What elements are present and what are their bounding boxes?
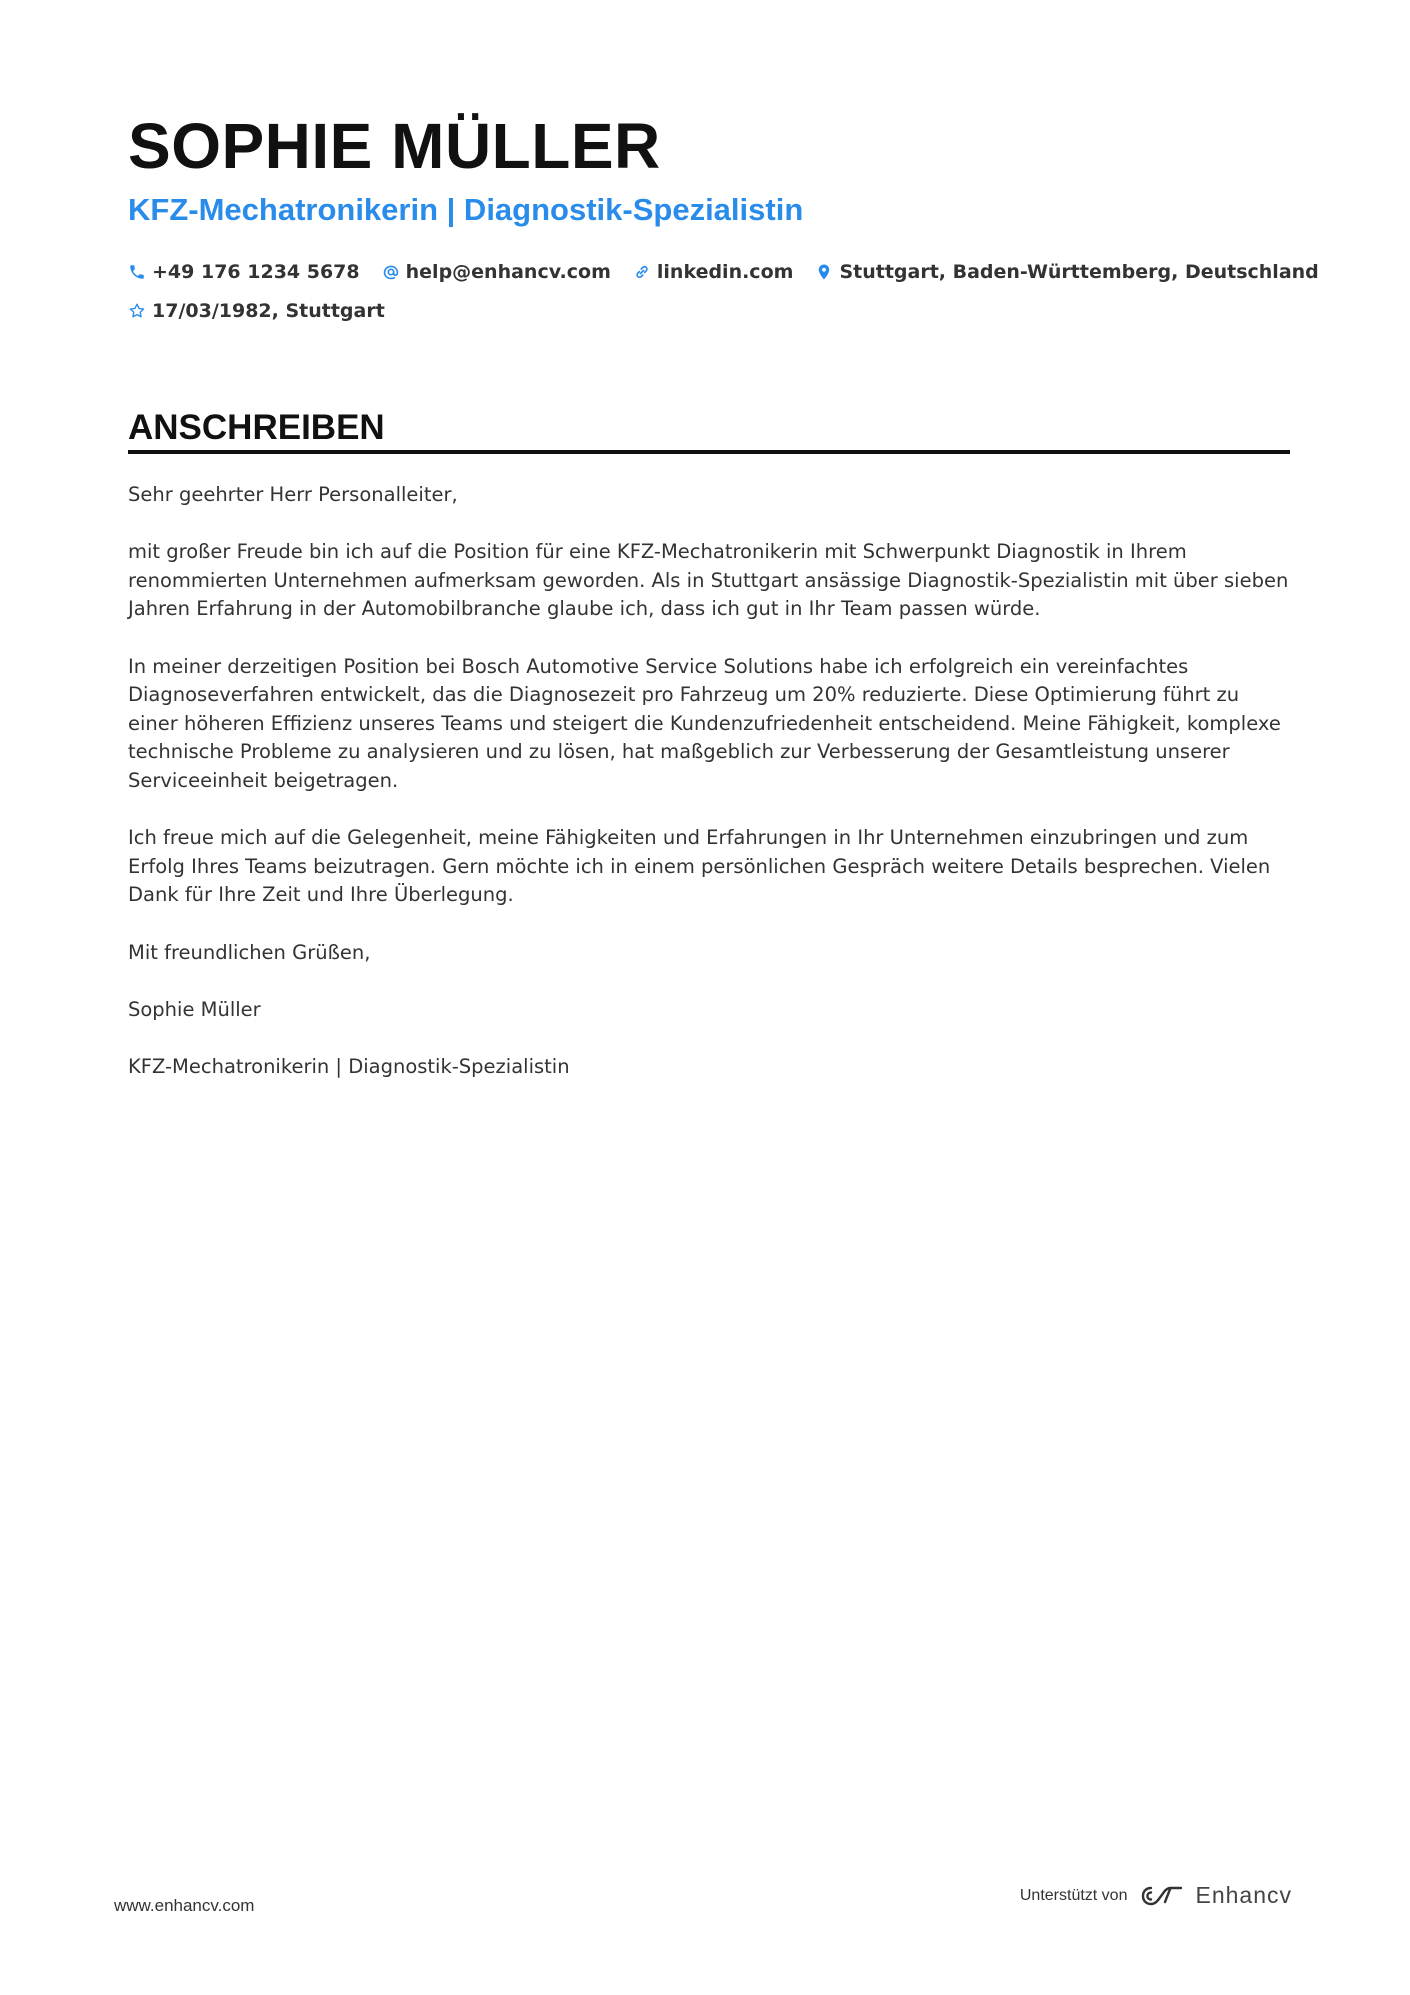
enhancv-logo-icon (1139, 1883, 1185, 1909)
birth-text: 17/03/1982, Stuttgart (152, 299, 385, 322)
phone-icon (128, 263, 146, 281)
contact-email[interactable] (382, 261, 611, 283)
candidate-headline: KFZ-Mechatronikerin | Diagnostik-Spezialistin (128, 192, 804, 227)
linkedin-text: linkedin.com (656, 260, 794, 283)
letter-paragraph: mit großer Freude bin ich auf die Position für eine KFZ-Mechatronikerin mit Schwerpunkt Diagnostik in Ihrem renommierten Unternehmen aufmerksam geworden. Als in Stuttgart ansässige Diagnostik-Spezialistin mit über sieben Jahren Erfahrung in der Automobilbranche glaube ich, dass ich gut in Ihr Team passen würde. (128, 540, 1289, 621)
star-icon (128, 302, 146, 320)
contact-row-1 (128, 252, 1319, 291)
email-text: help@enhancv.com (405, 260, 611, 283)
contact-info (128, 252, 1319, 330)
location-text: Stuttgart, Baden-Württemberg, Deutschland (839, 260, 1319, 283)
contact-phone (128, 261, 360, 283)
link-icon (633, 263, 651, 281)
signature-title: KFZ-Mechatronikerin | Diagnostik-Spezialistin (128, 1054, 570, 1078)
candidate-name: SOPHIE MÜLLER (128, 110, 661, 182)
at-icon (382, 263, 400, 281)
letter-salutation: Sehr geehrter Herr Personalleiter, (128, 483, 458, 506)
letter-closing: Mit freundlichen Grüßen, (128, 940, 371, 964)
section-title: ANSCHREIBEN (128, 408, 385, 447)
footer-website[interactable]: www.enhancv.com (114, 1896, 255, 1915)
location-pin-icon (815, 263, 833, 281)
contact-row-2 (128, 291, 1290, 330)
footer-branding (1020, 1882, 1292, 1909)
letter-paragraph: Ich freue mich auf die Gelegenheit, meine Fähigkeiten und Erfahrungen in Ihr Unternehmen einzubringen und zum Erfolg Ihres Teams beizutragen. Gern möchte ich in einem persönlichen Gespräch weitere Details besprechen. Vielen Dank für Ihre Zeit und Ihre Überlegung. (128, 826, 1271, 907)
contact-linkedin[interactable] (633, 261, 794, 283)
enhancv-brand-text: Enhancv (1195, 1882, 1292, 1908)
signature-name: Sophie Müller (128, 997, 261, 1021)
section-divider (128, 450, 1290, 454)
contact-birth (128, 300, 385, 322)
phone-text: +49 176 1234 5678 (152, 260, 360, 283)
contact-location (815, 261, 1318, 283)
letter-paragraph: In meiner derzeitigen Position bei Bosch Automotive Service Solutions habe ich erfolgreich ein vereinfachtes Diagnoseverfahren entwickelt, das die Diagnosezeit pro Fahrzeug um 20% reduzierte. Diese Optimierung führt zu einer höheren Effizienz unseres Teams und steigert die Kundenzufriedenheit entscheidend. Meine Fähigkeit, komplexe technische Probleme zu analysieren und zu lösen, hat maßgeblich zur Verbesserung der Gesamtleistung unserer Serviceeinheit beigetragen. (128, 654, 1281, 792)
letter-body (128, 481, 1290, 1110)
powered-by-text: Unterstützt von (1019, 1886, 1128, 1904)
